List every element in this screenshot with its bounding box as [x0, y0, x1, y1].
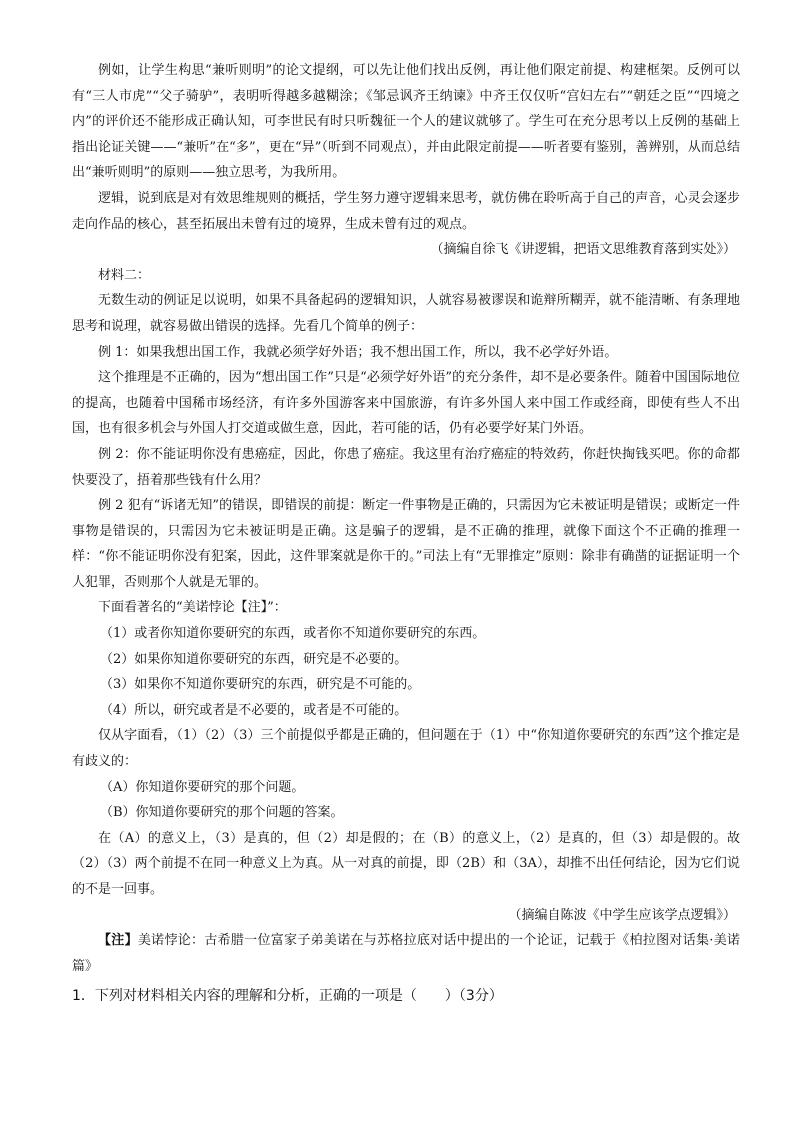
- paragraph-3: 无数生动的例证足以说明，如果不具备起码的逻辑知识，人就容易被谬误和诡辩所糊弄，就不能清晰、有条理地思考和说理，就容易做出错误的选择。先看几个简单的例子：: [72, 293, 740, 334]
- source-citation-2: （摘编自陈波《中学生应该学点逻辑》）: [508, 907, 736, 923]
- source-citation-1: （摘编自徐飞《讲逻辑，把语文思维教育落到实处》）: [430, 242, 736, 258]
- paragraph-8: 在（A）的意义上，（3）是真的，但（2）却是假的；在（B）的意义上，（2）是真的，但（3）却是假的。故（2）（3）两个前提不在同一种意义上为真。从一对真的前提，即（2B）和（3A），却推不出任何结论，因为它们说的不是一回事。: [72, 830, 740, 897]
- list-item: （3）如果你不知道你要研究的东西，研究是不可能的。: [100, 677, 421, 693]
- material-2-heading: 材料二：: [98, 267, 151, 283]
- option-a: （A）你知道你要研究的那个问题。: [100, 779, 305, 795]
- paragraph-6: 下面看著名的“美诺悖论【注】”：: [98, 600, 287, 616]
- list-item: （1）或者你知道你要研究的东西，或者你不知道你要研究的东西。: [100, 626, 486, 642]
- footnote-label: 【注】: [98, 933, 138, 949]
- footnote-text: 美诺悖论：古希腊一位富家子弟美诺在与苏格拉底对话中提出的一个论证，记载于《柏拉图对话集·美诺篇》: [72, 933, 740, 974]
- paragraph-1: 例如，让学生构思“兼听则明”的论文提纲，可以先让他们找出反例，再让他们限定前提、构建框架。反例可以有“三人市虎”“父子骑驴”，表明听得越多越糊涂；《邹忌讽齐王纳谏》中齐王仅仅听“宫妇左右”“朝廷之臣”“四境之内”的评价还不能形成正确认知，可李世民有时只听魏征一个人的建议就够了。学生可在充分思考以上反例的基础上指出论证关键——“兼听”在“多”，更在“异”（听到不同观点），并由此限定前提——听者要有鉴别，善辨别，从而总结出“兼听则明”的原则——独立思考，为我所用。: [72, 63, 740, 181]
- footnote: [72, 928, 740, 979]
- document-page: [72, 58, 740, 1023]
- list-item: （4）所以，研究或者是不必要的，或者是不可能的。: [100, 702, 408, 718]
- option-b: （B）你知道你要研究的那个问题的答案。: [100, 805, 344, 821]
- paragraph-7: 仅从字面看，（1）（2）（3）三个前提似乎都是正确的，但问题在于（1）中“你知道你要研究的东西”这个推定是有歧义的：: [72, 728, 740, 770]
- paragraph-5: 例 2 犯有“诉诸无知”的错误，即错误的前提：断定一件事物是正确的，只需因为它未被证明是错误；或断定一件事物是错误的，只需因为它未被证明是正确。这是骗子的逻辑，是不正确的推理，就像下面这个不正确的推理一样：“你不能证明你没有犯案，因此，这件罪案就是你干的。”司法上有“无罪推定”原则：除非有确凿的证据证明一个人犯罪，否则那个人就是无罪的。: [72, 498, 740, 590]
- example-2: 例 2：你不能证明你没有患癌症，因此，你患了癌症。我这里有治疗癌症的特效药，你赶快掏钱买吧。你的命都快要没了，捂着那些钱有什么用？: [72, 446, 740, 488]
- example-1: 例 1：如果我想出国工作，我就必须学好外语；我不想出国工作，所以，我不必学好外语。: [98, 344, 618, 360]
- paragraph-2: 逻辑，说到底是对有效思维规则的概括，学生努力遵守逻辑来思考，就仿佛在聆听高于自己的声音，心灵会逐步走向作品的核心，甚至拓展出未曾有过的境界，生成未曾有过的观点。: [72, 190, 740, 232]
- list-item: （2）如果你知道你要研究的东西，研究是不必要的。: [100, 651, 408, 667]
- paragraph-4: 这个推理是不正确的，因为“想出国工作”只是“必须学好外语”的充分条件，却不是必要条件。随着中国国际地位的提高，也随着中国稀市场经济，有许多外国游客来中国旅游，有许多外国人来中国工作或经商，即使有些人不出国，也有很多机会与外国人打交道或做生意，因此，若可能的话，仍有必要学好某门外语。: [72, 370, 740, 437]
- question-1: 1．下列对材料相关内容的理解和分析，正确的一项是（ ）（3分）: [72, 988, 503, 1005]
